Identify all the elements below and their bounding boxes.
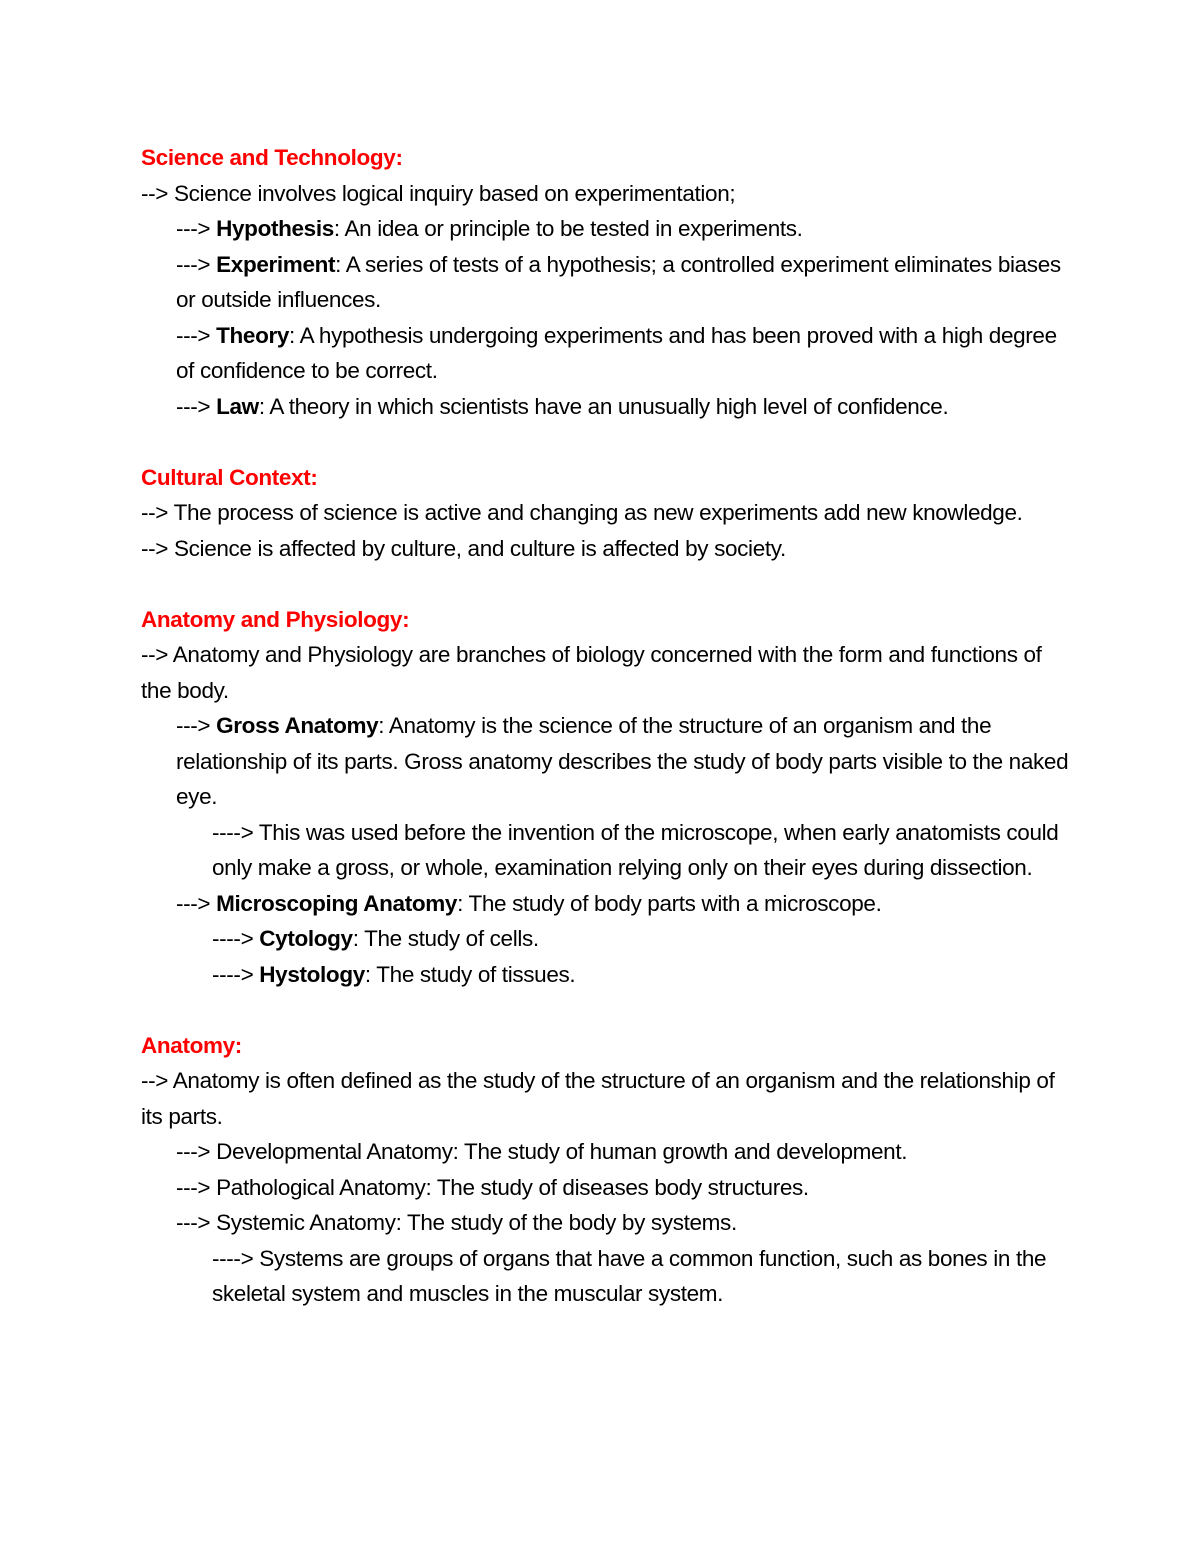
item-term: Hystology bbox=[259, 961, 365, 987]
section-heading: Cultural Context: bbox=[141, 464, 318, 490]
list-item bbox=[141, 176, 1071, 212]
arrow-prefix: ---> bbox=[176, 251, 217, 277]
arrow-prefix: ----> bbox=[212, 926, 260, 951]
list-item bbox=[141, 1170, 1071, 1206]
item-text: : Anatomy is the science of the structure of an organism and the relationship of its parts. Gross anatomy describes the study of body parts visible to the naked eye. bbox=[176, 713, 1069, 809]
item-text: : A hypothesis undergoing experiments and has been proved with a high degree of confidence to be correct. bbox=[176, 322, 1057, 383]
list-item bbox=[141, 886, 1071, 922]
list-item bbox=[141, 708, 1071, 815]
section-science-technology bbox=[141, 140, 1071, 424]
section-heading: Anatomy: bbox=[141, 1032, 242, 1058]
arrow-prefix: ---> bbox=[176, 322, 217, 348]
arrow-prefix: --> bbox=[141, 1068, 173, 1093]
list-item bbox=[141, 1205, 1071, 1241]
arrow-prefix: ---> bbox=[176, 1139, 217, 1164]
item-term: Cytology bbox=[259, 926, 353, 951]
arrow-prefix: --> bbox=[141, 500, 174, 525]
item-term: Gross Anatomy bbox=[216, 713, 379, 738]
list-item bbox=[141, 1134, 1071, 1170]
list-item bbox=[141, 211, 1071, 247]
list-item bbox=[141, 637, 1071, 708]
arrow-prefix: ----> bbox=[212, 961, 260, 987]
arrow-prefix: ----> bbox=[212, 819, 259, 845]
list-item bbox=[141, 815, 1071, 886]
list-item bbox=[141, 247, 1071, 318]
section-cultural-context bbox=[141, 460, 1071, 567]
arrow-prefix: ---> bbox=[176, 713, 217, 738]
arrow-prefix: ---> bbox=[176, 216, 217, 241]
list-item bbox=[141, 531, 1071, 567]
item-text: Science involves logical inquiry based on experimentation; bbox=[173, 180, 736, 206]
item-text: Science is affected by culture, and culture is affected by society. bbox=[173, 535, 786, 561]
item-text: : A theory in which scientists have an unusually high level of confidence. bbox=[258, 393, 949, 419]
item-text: Pathological Anatomy: The study of diseases body structures. bbox=[216, 1174, 809, 1200]
list-item bbox=[141, 495, 1071, 531]
arrow-prefix: --> bbox=[141, 642, 173, 667]
item-text: Developmental Anatomy: The study of human growth and development. bbox=[216, 1139, 908, 1164]
section-heading: Science and Technology: bbox=[141, 145, 403, 170]
item-text: This was used before the invention of the microscope, when early anatomists could only make a gross, or whole, examination relying only on their eyes during dissection. bbox=[212, 819, 1059, 880]
list-item bbox=[141, 1063, 1071, 1134]
item-term: Microscoping Anatomy bbox=[216, 890, 458, 916]
item-text: Anatomy and Physiology are branches of biology concerned with the form and functions of the body. bbox=[141, 642, 1042, 703]
item-text: Systemic Anatomy: The study of the body by systems. bbox=[216, 1210, 737, 1235]
item-text: : The study of cells. bbox=[352, 926, 539, 951]
arrow-prefix: --> bbox=[141, 535, 174, 561]
arrow-prefix: ---> bbox=[176, 393, 217, 419]
item-term: Experiment bbox=[216, 251, 336, 277]
item-term: Law bbox=[216, 393, 259, 419]
list-item bbox=[141, 921, 1071, 957]
item-text: Anatomy is often defined as the study of the structure of an organism and the relationship of its parts. bbox=[141, 1068, 1055, 1129]
document-body bbox=[141, 140, 1071, 1347]
arrow-prefix: ----> bbox=[212, 1245, 260, 1271]
item-text: Systems are groups of organs that have a common function, such as bones in the skeletal system and muscles in the muscular system. bbox=[212, 1245, 1047, 1306]
item-text: : The study of tissues. bbox=[364, 961, 576, 987]
arrow-prefix: ---> bbox=[176, 1174, 217, 1200]
section-heading: Anatomy and Physiology: bbox=[141, 606, 410, 632]
item-text: : An idea or principle to be tested in experiments. bbox=[333, 216, 803, 241]
item-text: : The study of body parts with a microscope. bbox=[457, 890, 882, 916]
section-anatomy-physiology bbox=[141, 602, 1071, 993]
list-item bbox=[141, 1241, 1071, 1312]
item-text: : A series of tests of a hypothesis; a controlled experiment eliminates biases or outside influences. bbox=[176, 251, 1061, 312]
arrow-prefix: ---> bbox=[176, 890, 217, 916]
list-item bbox=[141, 957, 1071, 993]
item-text: The process of science is active and changing as new experiments add new knowledge. bbox=[173, 500, 1023, 525]
arrow-prefix: --> bbox=[141, 180, 174, 206]
section-anatomy bbox=[141, 1028, 1071, 1312]
list-item bbox=[141, 389, 1071, 425]
item-term: Theory bbox=[216, 322, 290, 348]
list-item bbox=[141, 318, 1071, 389]
arrow-prefix: ---> bbox=[176, 1210, 217, 1235]
item-term: Hypothesis bbox=[216, 216, 334, 241]
